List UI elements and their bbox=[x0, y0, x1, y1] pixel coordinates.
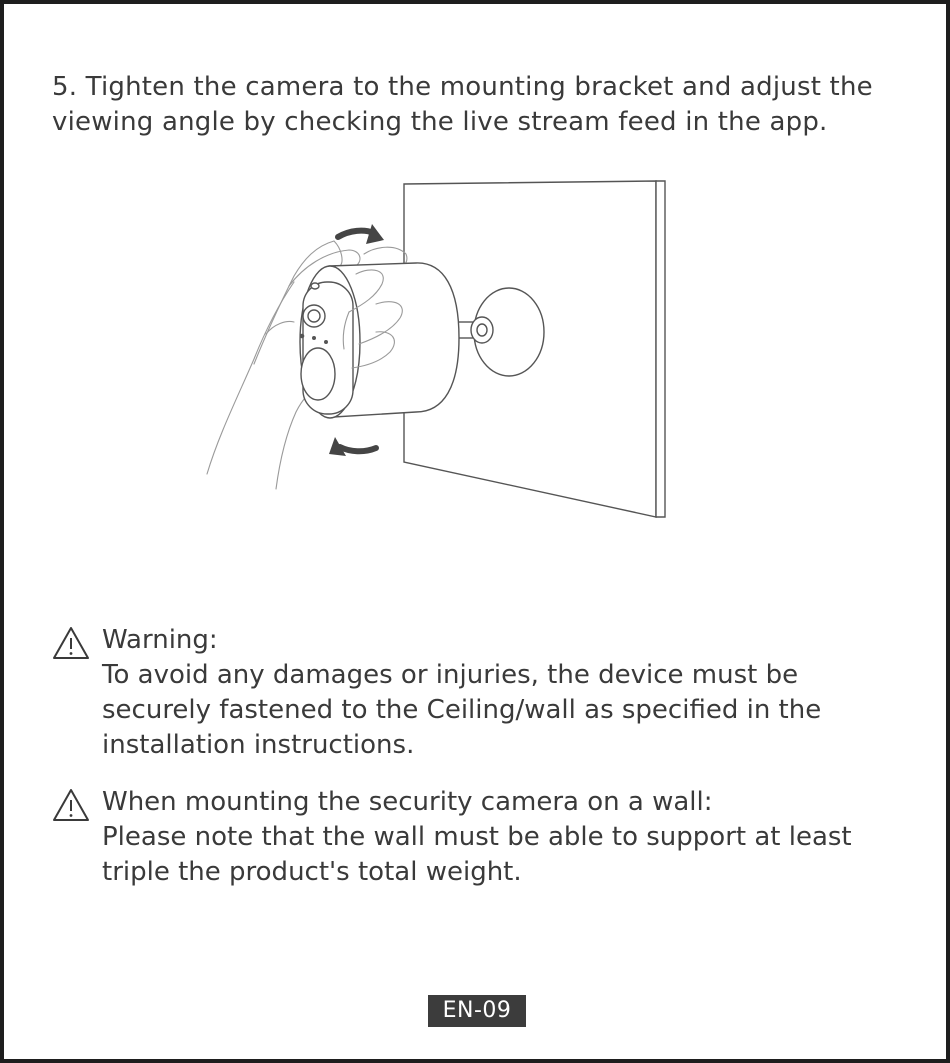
warning-triangle-icon bbox=[52, 626, 90, 660]
wall-mount-note bbox=[52, 785, 922, 890]
wall-mount-title: When mounting the security camera on a wall: bbox=[102, 787, 713, 817]
camera-mounting-illustration bbox=[194, 169, 684, 529]
warning-body: To avoid any damages or injuries, the device must be securely fastened to the Ceiling/wall as specified in the installation instructions. bbox=[102, 660, 822, 760]
security-camera bbox=[300, 263, 459, 418]
page-number-badge: EN-09 bbox=[428, 995, 526, 1027]
wall-mount-body: Please note that the wall must be able to support at least triple the product's total weight. bbox=[102, 822, 852, 887]
warning-triangle-icon bbox=[52, 788, 90, 822]
warning-note bbox=[52, 623, 922, 763]
warning-title: Warning: bbox=[102, 625, 218, 655]
rotate-counterclockwise-arrow-icon bbox=[340, 447, 376, 451]
step-instruction: 5. Tighten the camera to the mounting bracket and adjust the viewing angle by checking the live stream feed in the app. bbox=[52, 72, 873, 137]
